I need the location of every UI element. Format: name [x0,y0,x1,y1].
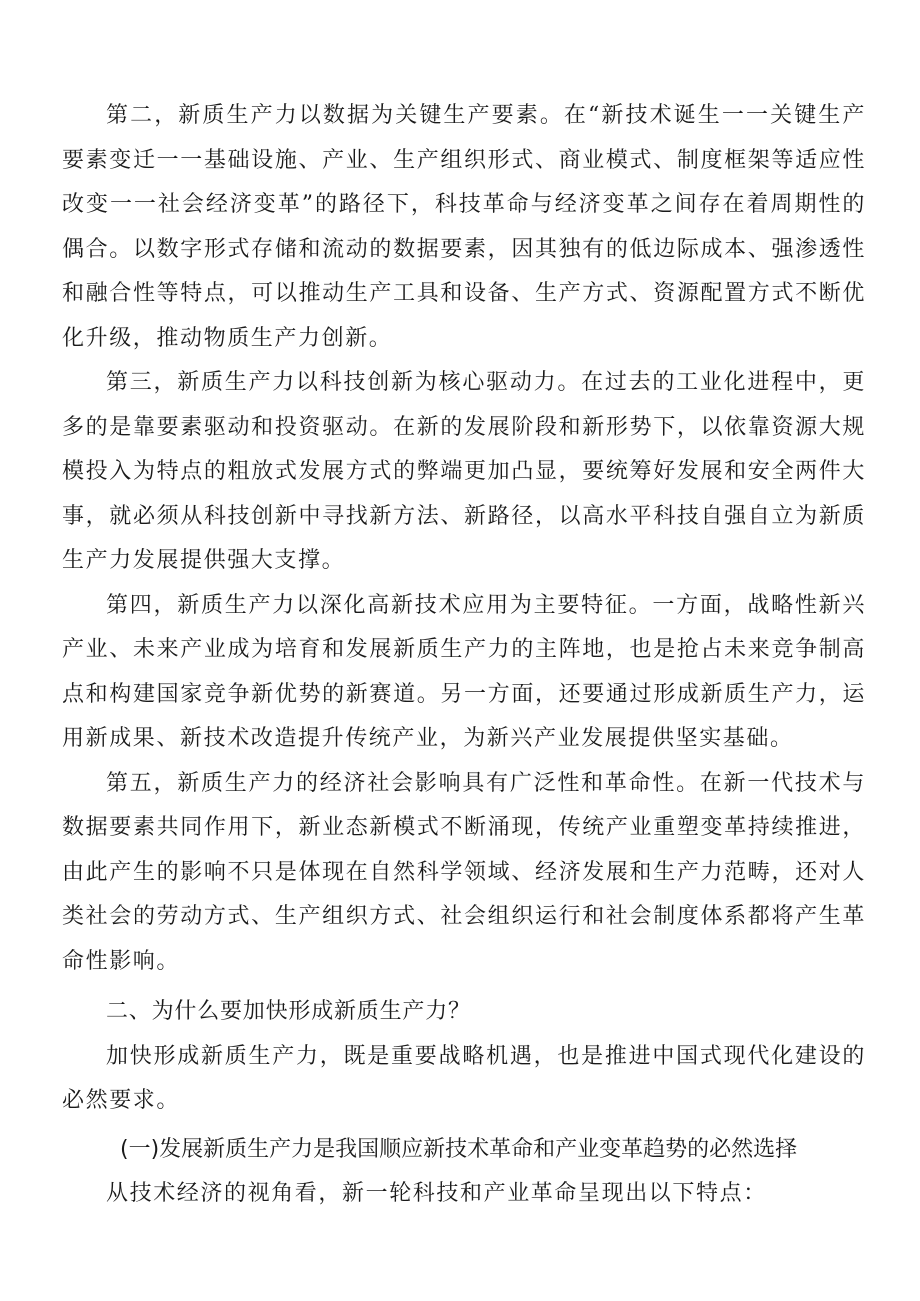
subsection-heading: (一)发展新质生产力是我国顺应新技术革命和产业变革趋势的必然选择 [120,1136,798,1162]
paragraph-fourth-point: 第四，新质生产力以深化高新技术应用为主要特征。一方面，战略性新兴产业、未来产业成为培育和发展新质生产力的主阵地，也是抢占未来竞争制高点和构建国家竞争新优势的新赛道。另一方面，还要通过形成新质生产力，运用新成果、新技术改造提升传统产业，为新兴产业发展提供坚实基础。 [62,592,866,751]
section-heading: 二、为什么要加快形成新质生产力？ [106,999,471,1024]
paragraph-third-point: 第三，新质生产力以科技创新为核心驱动力。在过去的工业化进程中，更多的是靠要素驱动和投资驱动。在新的发展阶段和新形势下，以依靠资源大规模投入为特点的粗放式发展方式的弊端更加凸显，要统筹好发展和安全两件大事，就必须从科技创新中寻找新方法、新路径，以高水平科技自强自立为新质生产力发展提供强大支撑。 [62,370,866,573]
paragraph-fifth-point: 第五，新质生产力的经济社会影响具有广泛性和革命性。在新一代技术与数据要素共同作用下，新业态新模式不断涌现，传统产业重塑变革持续推进，由此产生的影响不只是体现在自然科学领域、经济发展和生产力范畴，还对人类社会的劳动方式、生产组织方式、社会组织运行和社会制度体系都将产生革命性影响。 [62,770,866,974]
subsection-intro-paragraph: 从技术经济的视角看，新一轮科技和产业革命呈现出以下特点： [106,1181,767,1206]
paragraph-second-point: 第二，新质生产力以数据为关键生产要素。在“新技术诞生一一关键生产要素变迁一一基础设施、产业、生产组织形式、商业模式、制度框架等适应性改变一一社会经济变革”的路径下，科技革命与经济变革之间存在着周期性的偶合。以数字形式存储和流动的数据要素，因其独有的低边际成本、强渗透性和融合性等特点，可以推动生产工具和设备、生产方式、资源配置方式不断优化升级，推动物质生产力创新。 [62,103,866,351]
section-intro-paragraph: 加快形成新质生产力，既是重要战略机遇，也是推进中国式现代化建设的必然要求。 [62,1043,866,1113]
document-body [62,94,866,1217]
